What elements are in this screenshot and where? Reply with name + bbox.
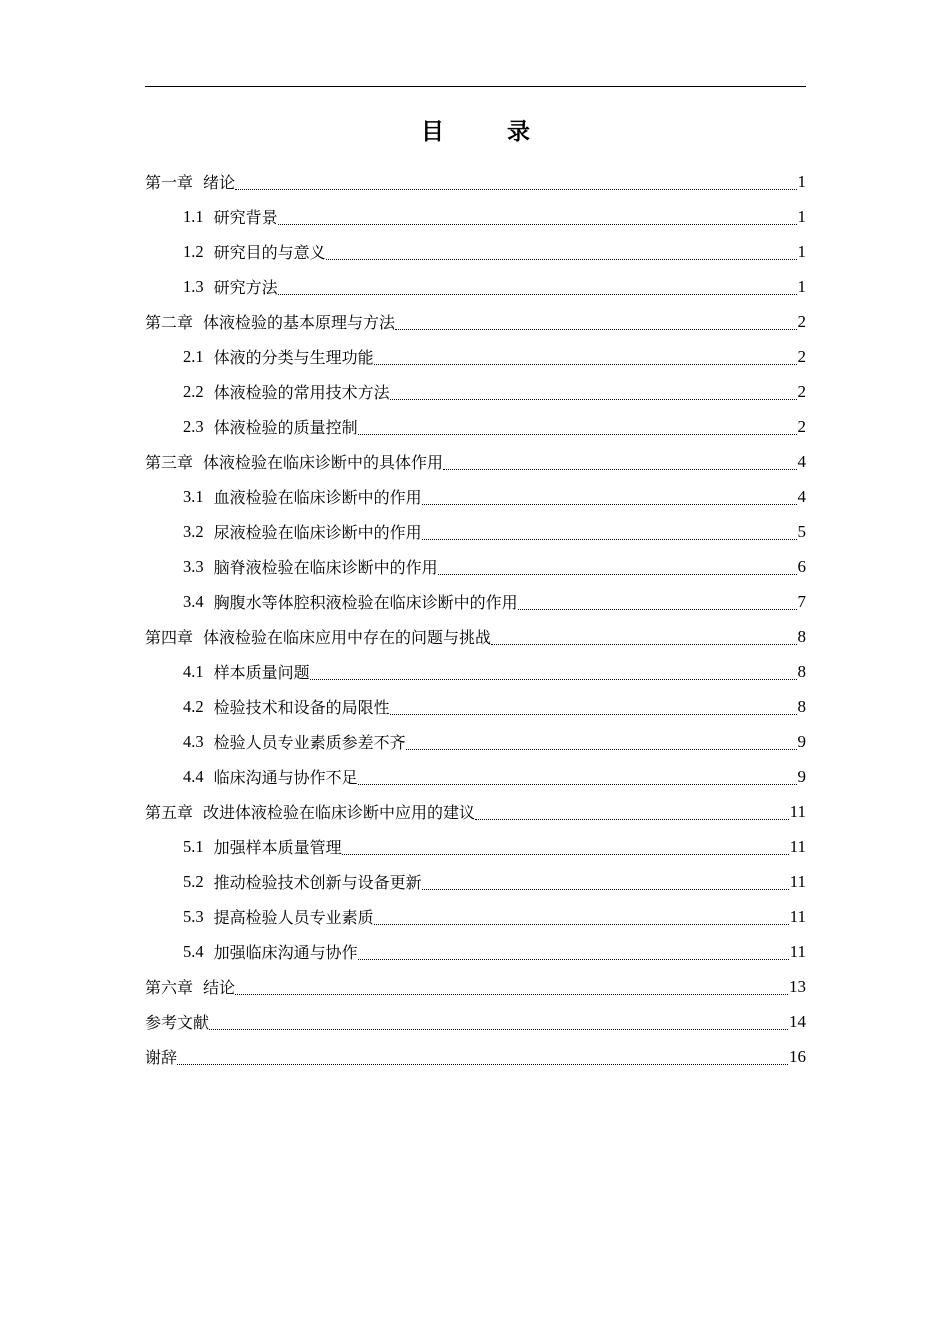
toc-page-number: 11 <box>789 906 806 926</box>
toc-entry-title: 体液检验的质量控制 <box>213 418 358 437</box>
toc-dot-leader <box>326 249 797 260</box>
toc-section-entry[interactable] <box>145 409 806 444</box>
toc-entry-title: 改进体液检验在临床诊断中应用的建议 <box>203 803 476 822</box>
toc-chapter-entry[interactable] <box>145 1004 806 1039</box>
toc-entry-title: 体液检验的常用技术方法 <box>213 383 390 402</box>
toc-dot-leader <box>358 424 797 435</box>
toc-chapter-entry[interactable] <box>145 619 806 654</box>
toc-entry-title: 体液的分类与生理功能 <box>213 348 374 367</box>
toc-entry-title: 体液检验在临床应用中存在的问题与挑战 <box>203 628 492 647</box>
toc-entry-number: 第一章 <box>145 173 194 192</box>
toc-dot-leader <box>422 529 797 540</box>
toc-chapter-entry[interactable] <box>145 969 806 1004</box>
toc-page-number: 16 <box>789 1046 806 1066</box>
toc-dot-leader <box>342 844 789 855</box>
toc-page-number: 11 <box>789 941 806 961</box>
toc-page-number: 14 <box>789 1011 806 1031</box>
toc-page-number: 2 <box>797 311 806 331</box>
toc-page-number: 9 <box>797 766 806 786</box>
toc-dot-leader <box>406 739 797 750</box>
toc-page-number: 4 <box>797 486 806 506</box>
toc-entry-number: 4.2 <box>183 696 204 716</box>
toc-section-entry[interactable] <box>145 199 806 234</box>
toc-entry-title: 体液检验的基本原理与方法 <box>203 313 396 332</box>
toc-section-entry[interactable] <box>145 374 806 409</box>
toc-entry-title: 研究方法 <box>213 278 278 297</box>
toc-entry-title: 检验技术和设备的局限性 <box>213 698 390 717</box>
toc-entry-title: 尿液检验在临床诊断中的作用 <box>213 523 422 542</box>
toc-chapter-entry[interactable] <box>145 794 806 829</box>
toc-page-number: 1 <box>797 276 806 296</box>
toc-page-number: 8 <box>797 661 806 681</box>
toc-section-entry[interactable] <box>145 339 806 374</box>
toc-entry-number: 5.4 <box>183 941 204 961</box>
toc-section-entry[interactable] <box>145 899 806 934</box>
toc-entry-title: 加强样本质量管理 <box>213 838 342 857</box>
toc-dot-leader <box>278 284 797 295</box>
toc-section-entry[interactable] <box>145 654 806 689</box>
toc-dot-leader <box>310 669 797 680</box>
toc-entry-number: 2.1 <box>183 346 204 366</box>
toc-page-number: 2 <box>797 416 806 436</box>
toc-dot-leader <box>374 354 797 365</box>
toc-page-number: 1 <box>797 171 806 191</box>
toc-page-number: 2 <box>797 381 806 401</box>
toc-entry-title: 脑脊液检验在临床诊断中的作用 <box>213 558 438 577</box>
toc-page-number: 7 <box>797 591 806 611</box>
toc-section-entry[interactable] <box>145 724 806 759</box>
toc-entry-number: 第五章 <box>145 803 194 822</box>
toc-dot-leader <box>278 214 797 225</box>
toc-entry-title: 临床沟通与协作不足 <box>213 768 358 787</box>
toc-page-number: 11 <box>789 801 806 821</box>
toc-entry-title: 推动检验技术创新与设备更新 <box>213 873 422 892</box>
toc-entry-title: 血液检验在临床诊断中的作用 <box>213 488 422 507</box>
toc-entry-number: 2.2 <box>183 381 204 401</box>
toc-dot-leader <box>422 494 797 505</box>
toc-section-entry[interactable] <box>145 584 806 619</box>
toc-entry-number: 4.3 <box>183 731 204 751</box>
toc-entry-title: 研究背景 <box>213 208 278 227</box>
toc-entry-title: 样本质量问题 <box>213 663 310 682</box>
toc-section-entry[interactable] <box>145 514 806 549</box>
toc-section-entry[interactable] <box>145 689 806 724</box>
toc-page-number: 5 <box>797 521 806 541</box>
toc-entry-title: 提高检验人员专业素质 <box>213 908 374 927</box>
toc-entry-number: 3.3 <box>183 556 204 576</box>
toc-dot-leader <box>390 389 797 400</box>
toc-section-entry[interactable] <box>145 934 806 969</box>
toc-page-number: 8 <box>797 626 806 646</box>
toc-entry-title: 研究目的与意义 <box>213 243 326 262</box>
toc-page-number: 1 <box>797 206 806 226</box>
toc-dot-leader <box>475 809 789 820</box>
toc-page-number: 11 <box>789 836 806 856</box>
toc-entry-number: 第三章 <box>145 453 194 472</box>
page-title: 目 录 <box>421 119 550 145</box>
toc-page-number: 4 <box>797 451 806 471</box>
toc-dot-leader <box>358 949 789 960</box>
toc-entry-number: 4.4 <box>183 766 204 786</box>
toc-entry-title: 绪论 <box>203 173 236 192</box>
table-of-contents <box>145 164 806 1074</box>
toc-entry-number: 3.2 <box>183 521 204 541</box>
toc-entry-number: 5.1 <box>183 836 204 856</box>
toc-entry-title: 检验人员专业素质参差不齐 <box>213 733 406 752</box>
toc-dot-leader <box>518 599 797 610</box>
toc-entry-number: 1.1 <box>183 206 204 226</box>
toc-dot-leader <box>422 879 789 890</box>
toc-section-entry[interactable] <box>145 234 806 269</box>
toc-page-number: 9 <box>797 731 806 751</box>
toc-dot-leader <box>358 774 797 785</box>
toc-chapter-entry[interactable] <box>145 164 806 199</box>
toc-dot-leader <box>209 1019 788 1030</box>
toc-entry-number: 第二章 <box>145 313 194 332</box>
header-rule <box>145 86 806 87</box>
toc-page-number: 6 <box>797 556 806 576</box>
toc-page-number: 11 <box>789 871 806 891</box>
toc-section-entry[interactable] <box>145 759 806 794</box>
toc-entry-number: 3.1 <box>183 486 204 506</box>
toc-entry-number: 5.3 <box>183 906 204 926</box>
toc-page-number: 13 <box>789 976 806 996</box>
toc-dot-leader <box>395 319 796 330</box>
toc-entry-title: 体液检验在临床诊断中的具体作用 <box>203 453 444 472</box>
toc-entry-number: 第六章 <box>145 978 194 997</box>
toc-section-entry[interactable] <box>145 549 806 584</box>
toc-entry-number: 3.4 <box>183 591 204 611</box>
toc-dot-leader <box>438 564 797 575</box>
toc-entry-title: 加强临床沟通与协作 <box>213 943 358 962</box>
toc-dot-leader <box>443 459 796 470</box>
toc-dot-leader <box>390 704 797 715</box>
toc-dot-leader <box>177 1054 788 1065</box>
toc-page-number: 2 <box>797 346 806 366</box>
toc-chapter-entry[interactable] <box>145 444 806 479</box>
toc-page-number: 8 <box>797 696 806 716</box>
toc-entry-number: 4.1 <box>183 661 204 681</box>
toc-entry-number: 第四章 <box>145 628 194 647</box>
toc-entry-title: 谢辞 <box>145 1048 178 1067</box>
toc-entry-title: 胸腹水等体腔积液检验在临床诊断中的作用 <box>213 593 518 612</box>
toc-section-entry[interactable] <box>145 479 806 514</box>
toc-section-entry[interactable] <box>145 829 806 864</box>
toc-entry-number: 1.2 <box>183 241 204 261</box>
toc-entry-number: 2.3 <box>183 416 204 436</box>
toc-entry-number: 5.2 <box>183 871 204 891</box>
toc-dot-leader <box>374 914 789 925</box>
toc-dot-leader <box>235 984 788 995</box>
toc-entry-number: 1.3 <box>183 276 204 296</box>
toc-entry-title: 参考文献 <box>145 1013 210 1032</box>
toc-section-entry[interactable] <box>145 864 806 899</box>
toc-dot-leader <box>491 634 796 645</box>
toc-dot-leader <box>235 179 796 190</box>
toc-page-number: 1 <box>797 241 806 261</box>
toc-chapter-entry[interactable] <box>145 304 806 339</box>
toc-chapter-entry[interactable] <box>145 1039 806 1074</box>
toc-section-entry[interactable] <box>145 269 806 304</box>
toc-entry-title: 结论 <box>203 978 236 997</box>
